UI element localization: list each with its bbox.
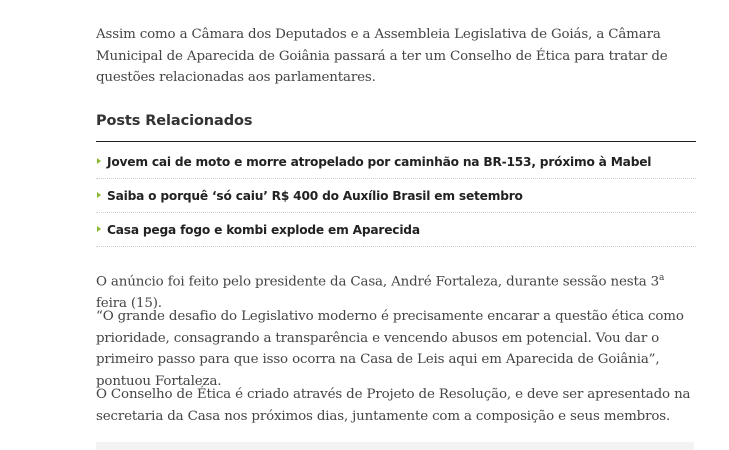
article-paragraph: O Conselho de Ética é criado através de Projeto de Resolução, e deve ser apresentado na secretaria da Casa nos próximos dias, juntamente com a composição e seus membros.: [96, 387, 691, 424]
related-post-link[interactable]: Jovem cai de moto e morre atropelado por caminhão na BR-153, próximo à Mabel: [107, 155, 652, 169]
paragraph-text: feira (15).: [96, 295, 162, 311]
related-post-link[interactable]: Saiba o porquê ‘só caiu’ R$ 400 do Auxílio Brasil em setembro: [107, 189, 523, 203]
related-post-link[interactable]: Casa pega fogo e kombi explode em Aparecida: [107, 223, 420, 237]
bullet-arrow-icon: [97, 192, 101, 198]
related-post-item: [96, 146, 696, 179]
related-posts-list: [96, 146, 696, 248]
bullet-arrow-icon: [97, 158, 101, 164]
article-paragraph: Assim como a Câmara dos Deputados e a Assembleia Legislativa de Goiás, a Câmara Municipal de Aparecida de Goiânia passará a ter um Conselho de Ética para tratar de questões relacionadas aos parlamentares.: [96, 27, 668, 85]
related-post-item: [96, 214, 696, 247]
ordinal-superscript: a: [659, 273, 665, 283]
article-quote-paragraph: “O grande desafio do Legislativo moderno é precisamente encarar a questão ética como prioridade, consagrando a transparência e vencendo abusos em potencial. Vou dar o primeiro passo para que isso ocorra na Casa de Leis aqui em Aparecida de Goiânia”, pontuou Fortaleza.: [96, 309, 684, 389]
related-post-item: [96, 180, 696, 213]
paragraph-text: O anúncio foi feito pelo presidente da Casa, André Fortaleza, durante sessão nesta 3: [96, 274, 660, 290]
related-posts-heading: Posts Relacionados: [96, 113, 696, 142]
bullet-arrow-icon: [97, 226, 101, 232]
content-box-bottom: [96, 442, 694, 450]
